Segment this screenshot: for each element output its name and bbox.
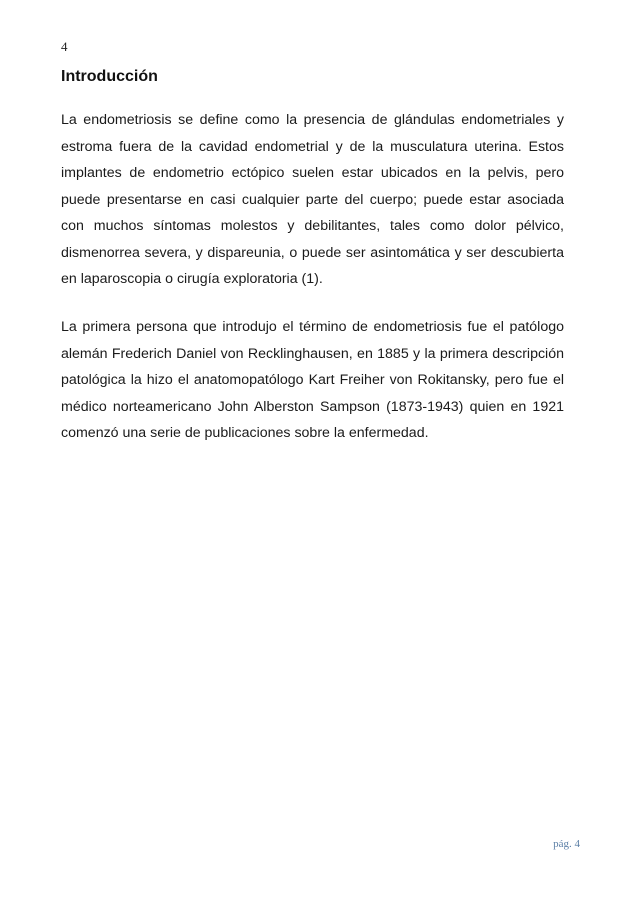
footer-page-number: pág. 4 — [553, 838, 580, 850]
section-title: Introducción — [61, 68, 158, 85]
body-paragraph-1: La endometriosis se define como la presencia de glándulas endometriales y estroma fuera de la cavidad endometrial y de la musculatura uterina. Estos implantes de endometrio ectópico suelen estar ubicados en la pelvis, pero puede presentarse en casi cualquier parte del cuerpo; puede estar asociada con muchos síntomas molestos y debilitantes, tales como dolor pélvico, dismenorrea severa, y dispareunia, o puede ser asintomática y ser descubierta en laparoscopia o cirugía exploratoria (1). — [61, 112, 564, 287]
header-page-number: 4 — [61, 39, 68, 54]
body-paragraph-2: La primera persona que introdujo el término de endometriosis fue el patólogo alemán Frederich Daniel von Recklinghausen, en 1885 y la primera descripción patológica la hizo el anatomopatólogo Kart Freiher von Rokitansky, pero fue el médico norteamericano John Alberston Sampson (1873-1943) quien en 1921 comenzó una serie de publicaciones sobre la enfermedad. — [61, 319, 564, 441]
